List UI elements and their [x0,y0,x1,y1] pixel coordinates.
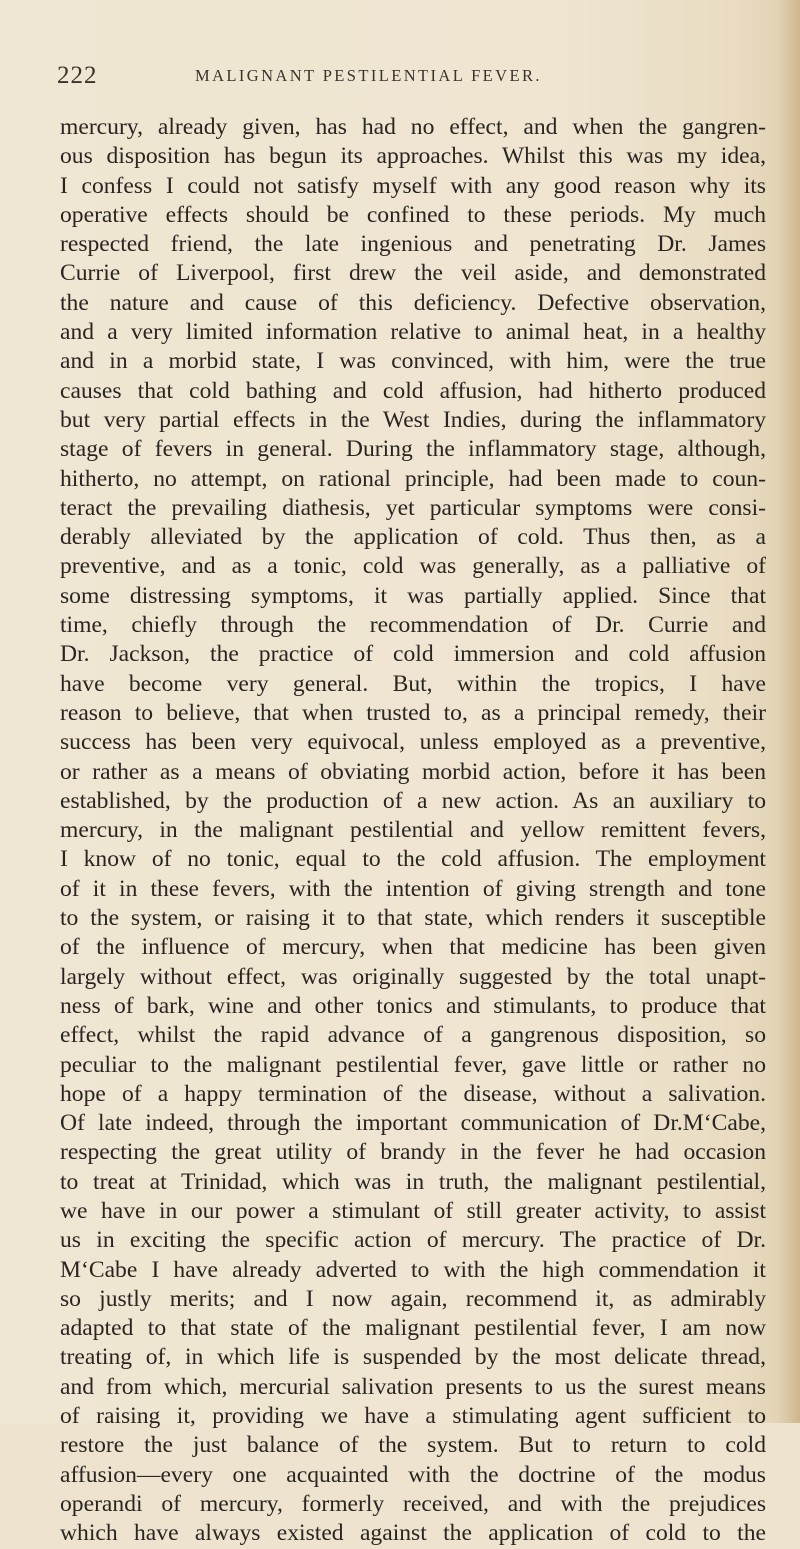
text-line: to the system, or raising it to that state, which renders it susceptible [60,905,766,932]
text-line: ous disposition has begun its approaches. Whilst this was my idea, [60,143,766,170]
text-line: to treat at Trinidad, which was in truth, the malignant pestilential, [60,1168,766,1195]
text-line: we have in our power a stimulant of still greater activity, to assist [60,1197,766,1224]
text-line: but very partial effects in the West Indies, during the inflammatory [60,406,766,433]
text-line: success has been very equivocal, unless employed as a preventive, [60,729,766,756]
text-line: I know of no tonic, equal to the cold affusion. The employment [60,846,766,873]
page-edge-shadow [778,0,800,1423]
text-line: time, chiefly through the recommendation of Dr. Currie and [60,612,766,639]
text-line: stage of fevers in general. During the inflammatory stage, although, [60,436,766,463]
page-number: 222 [57,62,98,89]
text-line: largely without effect, was originally suggested by the total unapt- [60,963,766,990]
text-line: the nature and cause of this deficiency. Defective observation, [60,289,766,316]
text-line: of the influence of mercury, when that medicine has been given [60,934,766,961]
text-line: respected friend, the late ingenious and penetrating Dr. James [60,231,766,258]
text-line: which have always existed against the application of cold to the [60,1520,766,1547]
text-line: preventive, and as a tonic, cold was generally, as a palliative of [60,553,766,580]
text-line: so justly merits; and I now again, recommend it, as admirably [60,1285,766,1312]
body-text [60,113,766,1549]
text-line: teract the prevailing diathesis, yet particular symptoms were consi- [60,494,766,521]
text-line: and in a morbid state, I was convinced, with him, were the true [60,348,766,375]
text-line: Of late indeed, through the important communication of Dr.M‘Cabe, [60,1110,766,1137]
text-line: of raising it, providing we have a stimulating agent sufficient to [60,1403,766,1430]
text-line: M‘Cabe I have already adverted to with the high commendation it [60,1256,766,1283]
text-line: derably alleviated by the application of cold. Thus then, as a [60,524,766,551]
text-line: I confess I could not satisfy myself with any good reason why its [60,172,766,199]
text-line: respecting the great utility of brandy in the fever he had occasion [60,1139,766,1166]
text-line: restore the just balance of the system. But to return to cold [60,1432,766,1459]
text-line: causes that cold bathing and cold affusion, had hitherto produced [60,377,766,404]
text-line: have become very general. But, within the tropics, I have [60,670,766,697]
text-line: affusion—every one acquainted with the doctrine of the modus [60,1461,766,1488]
running-title: MALIGNANT PESTILENTIAL FEVER. [195,66,542,85]
text-line: treating of, in which life is suspended by the most delicate thread, [60,1344,766,1371]
text-line: ness of bark, wine and other tonics and stimulants, to produce that [60,992,766,1019]
text-line: effect, whilst the rapid advance of a gangrenous disposition, so [60,1022,766,1049]
text-line: mercury, in the malignant pestilential and yellow remittent fevers, [60,817,766,844]
text-line: peculiar to the malignant pestilential fever, gave little or rather no [60,1051,766,1078]
running-head [0,62,800,92]
text-line: us in exciting the specific action of mercury. The practice of Dr. [60,1227,766,1254]
text-line: established, by the production of a new action. As an auxiliary to [60,787,766,814]
text-line: reason to believe, that when trusted to, as a principal remedy, their [60,699,766,726]
text-line: or rather as a means of obviating morbid action, before it has been [60,758,766,785]
text-line: Dr. Jackson, the practice of cold immersion and cold affusion [60,641,766,668]
text-line: adapted to that state of the malignant pestilential fever, I am now [60,1315,766,1342]
text-line: and from which, mercurial salivation presents to us the surest means [60,1373,766,1400]
text-line: operandi of mercury, formerly received, and with the prejudices [60,1490,766,1517]
text-line: mercury, already given, has had no effect, and when the gangren- [60,114,766,140]
text-line: hope of a happy termination of the disease, without a salivation. [60,1080,766,1107]
text-line: and a very limited information relative to animal heat, in a healthy [60,319,766,346]
text-line: hitherto, no attempt, on rational principle, had been made to coun- [60,465,766,492]
text-line: operative effects should be confined to these periods. My much [60,201,766,228]
text-line: Currie of Liverpool, first drew the veil aside, and demonstrated [60,260,766,287]
text-line: some distressing symptoms, it was partially applied. Since that [60,582,766,609]
text-line: of it in these fevers, with the intention of giving strength and tone [60,875,766,902]
